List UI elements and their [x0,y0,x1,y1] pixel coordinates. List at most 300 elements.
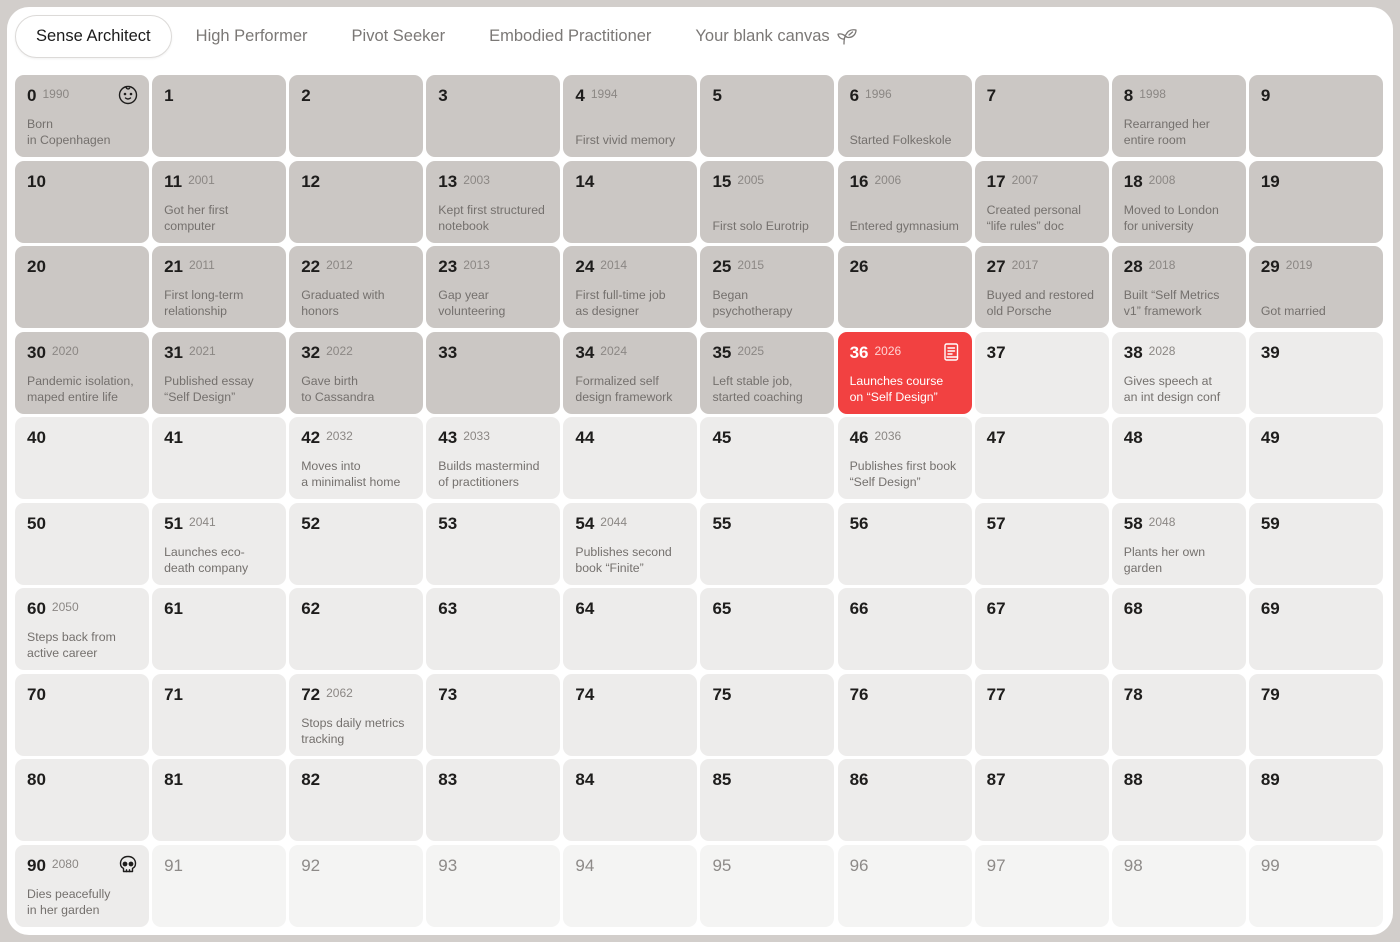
cell-header [712,428,822,448]
life-cell[interactable] [289,845,423,927]
age-number: 55 [712,513,732,533]
cell-header [27,428,137,448]
life-cell[interactable] [1112,161,1246,243]
age-number: 65 [712,599,732,618]
cell-header [301,343,411,363]
cell-header [438,257,548,277]
cell-header [987,514,1097,534]
age-number: 14 [575,171,595,191]
age-number: 24 [575,257,595,276]
event-text: Pandemic isolation, maped entire life [27,373,134,404]
life-cell[interactable] [289,75,423,157]
age-number: 9 [1260,86,1271,105]
year-label: 2020 [51,343,79,358]
event-text: Launches eco- death company [164,544,249,575]
life-cell[interactable] [15,759,149,841]
event-text: Rearranged her entire room [1123,117,1210,147]
year-label: 1994 [590,87,618,101]
year-label: 2015 [737,258,765,272]
cell-header [1261,172,1371,192]
age-number: 96 [849,855,869,875]
sprout-icon [836,28,858,46]
life-cell[interactable] [700,161,834,243]
cell-header [987,343,1097,363]
age-number: 64 [575,599,595,618]
life-cell[interactable] [15,75,149,157]
life-cell[interactable] [426,332,560,414]
year-label: 2033 [463,429,490,443]
cell-header [1124,172,1234,192]
baby-face-icon [117,84,139,106]
life-cell[interactable] [152,417,286,499]
cell-header [438,685,548,705]
life-cell[interactable] [289,503,423,585]
cell-header [27,343,137,363]
year-label: 2041 [189,514,216,529]
life-cell[interactable] [838,246,972,328]
event-text: Began psychotherapy [712,288,793,318]
cell-header [712,856,822,876]
age-number: 88 [1123,770,1143,789]
tab-embodied-practitioner[interactable] [469,15,671,58]
age-number: 67 [986,599,1006,618]
life-cell[interactable] [152,75,286,157]
cell-header [164,86,274,106]
cell-header [850,86,960,106]
life-cell[interactable] [426,674,560,756]
age-number: 13 [438,171,458,191]
life-cell[interactable] [426,161,560,243]
age-number: 58 [1123,513,1143,533]
age-number: 27 [986,257,1006,276]
life-cell[interactable] [838,674,972,756]
year-label: 2048 [1148,514,1176,529]
event-text: Publishes first book “Self Design” [849,459,957,489]
age-number: 74 [575,684,595,704]
life-cell[interactable] [975,332,1109,414]
event-text: Moved to London for university [1123,202,1219,233]
cell-header [575,514,685,534]
age-number: 26 [849,257,869,276]
event-text: Left stable job, started coaching [712,373,803,404]
life-cell[interactable] [426,588,560,670]
life-cell[interactable] [426,246,560,328]
cell-header [712,343,822,363]
life-cell[interactable] [838,161,972,243]
life-cell[interactable] [563,674,697,756]
life-cell[interactable] [838,503,972,585]
life-cell[interactable] [563,161,697,243]
age-number: 2 [301,86,311,105]
cell-header [1261,343,1371,363]
cell-header [987,770,1097,790]
cell-header [27,770,137,790]
tab-sense-architect[interactable] [15,15,172,58]
cell-header [301,86,411,106]
event-text: Graduated with honors [301,288,385,318]
age-number: 5 [712,86,722,105]
event-text: First full-time job as designer [575,288,666,318]
life-cell[interactable] [15,417,149,499]
life-cell[interactable] [1249,332,1383,414]
life-cell[interactable] [1249,246,1383,328]
age-number: 19 [1260,171,1280,191]
cell-header [850,172,960,192]
cell-header [301,514,411,534]
age-number: 70 [27,684,46,704]
cell-header [27,172,137,192]
year-label: 2050 [51,600,79,614]
age-number: 72 [301,684,321,704]
life-cell[interactable] [426,503,560,585]
cell-header [1124,343,1234,363]
age-number: 11 [164,171,183,191]
life-cell[interactable] [289,246,423,328]
year-label: 1996 [865,87,892,101]
age-number: 37 [986,342,1006,362]
cell-header [1124,856,1234,876]
age-number: 91 [164,855,184,875]
cell-header [712,257,822,277]
age-number: 66 [849,599,869,618]
life-cell[interactable] [152,845,286,927]
life-cell[interactable] [152,246,286,328]
cell-header [301,599,411,619]
event-text: Born in Copenhagen [27,117,111,147]
age-number: 87 [986,770,1006,789]
year-label: 2062 [326,685,353,700]
life-cell[interactable] [1249,417,1383,499]
persona-tabs [15,15,882,58]
age-number: 85 [712,770,732,789]
age-number: 86 [849,770,869,789]
cell-header [438,428,548,448]
life-cell[interactable] [289,161,423,243]
event-text: First vivid memory [575,133,676,147]
life-cell[interactable] [975,674,1109,756]
life-cell[interactable] [700,246,834,328]
age-number: 80 [27,770,46,789]
cell-header [987,86,1097,106]
life-cell[interactable] [15,674,149,756]
life-cell[interactable] [700,674,834,756]
age-number: 51 [164,513,184,533]
life-cell[interactable] [289,759,423,841]
age-number: 90 [27,855,46,875]
cell-header [1124,428,1234,448]
cell-header [850,257,960,277]
life-cell[interactable] [289,417,423,499]
life-cell[interactable] [563,417,697,499]
event-text: Gave birth to Cassandra [301,373,375,404]
life-cell[interactable] [1112,503,1246,585]
age-number: 60 [27,599,46,618]
life-cell[interactable] [426,417,560,499]
cell-header [575,343,685,363]
cell-header [850,428,960,448]
life-cell[interactable] [1249,75,1383,157]
life-cell[interactable] [1112,588,1246,670]
life-cell-current[interactable] [838,332,972,414]
year-label: 2036 [874,429,902,443]
life-cell[interactable] [563,503,697,585]
life-cell[interactable] [975,246,1109,328]
cell-header [164,599,274,619]
cell-header [987,172,1097,192]
age-number: 93 [438,855,458,875]
age-number: 99 [1260,855,1280,875]
event-text: Created personal “life rules” doc [986,202,1081,233]
life-cell[interactable] [563,845,697,927]
life-cell[interactable] [563,588,697,670]
life-cell[interactable] [15,503,149,585]
life-cell[interactable] [563,759,697,841]
tab-high-performer[interactable] [176,15,328,58]
life-cell[interactable] [700,759,834,841]
event-text: Builds mastermind of practitioners [438,459,540,489]
age-number: 34 [575,342,595,362]
cell-header [1124,257,1234,277]
year-label: 2028 [1148,343,1176,358]
life-cell[interactable] [1112,75,1246,157]
life-cell[interactable] [700,845,834,927]
year-label: 2006 [874,172,902,187]
life-cell[interactable] [975,161,1109,243]
age-number: 78 [1123,684,1143,704]
age-number: 75 [712,684,732,704]
age-number: 18 [1123,171,1143,191]
life-cell[interactable] [1249,845,1383,927]
event-text: First solo Eurotrip [712,218,809,233]
age-number: 62 [301,599,321,618]
life-cell[interactable] [1112,246,1246,328]
life-cell[interactable] [838,417,972,499]
age-number: 59 [1260,513,1280,533]
cell-header [301,856,411,876]
life-cell[interactable] [15,161,149,243]
age-number: 82 [301,770,321,789]
age-number: 23 [438,257,458,276]
life-cell[interactable] [152,503,286,585]
life-cell[interactable] [289,674,423,756]
life-cell[interactable] [700,332,834,414]
cell-header [850,514,960,534]
year-label: 1990 [42,87,70,101]
life-cell[interactable] [152,759,286,841]
cell-header [438,599,548,619]
year-label: 2013 [463,258,490,272]
life-cell[interactable] [975,759,1109,841]
life-cell[interactable] [1249,759,1383,841]
age-number: 50 [27,513,46,533]
life-cell[interactable] [1249,503,1383,585]
life-cell[interactable] [975,588,1109,670]
life-cell[interactable] [289,588,423,670]
skull-icon [117,854,139,876]
cell-header [438,514,548,534]
life-cell[interactable] [1112,759,1246,841]
age-number: 33 [438,342,458,362]
life-cell[interactable] [838,759,972,841]
age-number: 97 [986,855,1006,875]
life-cell[interactable] [152,332,286,414]
age-number: 53 [438,513,458,533]
cell-header [27,514,137,534]
event-text: Built “Self Metrics v1” framework [1123,288,1220,318]
age-number: 42 [301,428,321,447]
life-cell[interactable] [563,75,697,157]
life-cell[interactable] [975,417,1109,499]
life-cell[interactable] [975,503,1109,585]
cell-header [987,685,1097,705]
cell-header [438,343,548,363]
cell-header [575,770,685,790]
age-number: 8 [1123,86,1134,105]
cell-header [1261,428,1371,448]
life-cell[interactable] [838,75,972,157]
app-frame [7,7,1393,935]
cell-header [164,856,274,876]
cell-header [1124,599,1234,619]
year-label: 2044 [600,514,627,529]
life-cell[interactable] [563,246,697,328]
age-number: 35 [712,342,732,362]
cell-header [1124,685,1234,705]
life-cell[interactable] [1112,845,1246,927]
cell-header [1261,856,1371,876]
age-number: 63 [438,599,458,618]
life-cell[interactable] [700,75,834,157]
event-text: Moves into a minimalist home [301,459,401,489]
age-number: 30 [27,342,46,362]
life-cell[interactable] [700,588,834,670]
life-cell[interactable] [1112,332,1246,414]
cell-header [301,685,411,705]
life-cell[interactable] [1112,417,1246,499]
life-cell[interactable] [1249,674,1383,756]
year-label: 2014 [600,258,627,272]
life-cell[interactable] [152,588,286,670]
cell-header [987,856,1097,876]
tab-blank-canvas[interactable] [675,15,877,58]
year-label: 2012 [326,258,353,272]
life-cell[interactable] [838,845,972,927]
age-number: 71 [164,684,184,704]
age-number: 68 [1123,599,1143,618]
life-cell[interactable] [289,332,423,414]
life-cell[interactable] [1112,674,1246,756]
age-number: 46 [849,428,869,447]
age-number: 29 [1260,257,1280,276]
event-text: Launches course on “Self Design” [849,373,944,404]
life-cell[interactable] [426,845,560,927]
age-number: 3 [438,86,448,105]
cell-header [301,770,411,790]
year-label: 2032 [326,429,353,443]
life-cell[interactable] [975,845,1109,927]
age-number: 57 [986,513,1006,533]
event-text: Dies peacefully in her garden [27,886,111,917]
life-cell[interactable] [700,503,834,585]
age-number: 7 [986,86,997,105]
life-cell[interactable] [15,246,149,328]
age-number: 1 [164,86,174,105]
cell-header [164,685,274,705]
life-cell[interactable] [1249,161,1383,243]
event-text: Got married [1260,304,1326,318]
life-cell[interactable] [152,161,286,243]
year-label: 2008 [1148,172,1176,187]
event-text: Plants her own garden [1123,544,1206,575]
age-number: 15 [712,171,732,191]
age-number: 12 [301,171,321,191]
cell-header [1124,514,1234,534]
cell-header [438,86,548,106]
cell-header [1261,257,1371,277]
cell-header [575,428,685,448]
life-cell[interactable] [426,75,560,157]
life-cell[interactable] [700,417,834,499]
age-number: 95 [712,855,732,875]
age-number: 69 [1260,599,1280,618]
life-cell[interactable] [15,588,149,670]
age-number: 36 [849,342,869,362]
tab-pivot-seeker[interactable] [332,15,466,58]
life-cell[interactable] [152,674,286,756]
age-number: 76 [849,684,869,704]
year-label: 2003 [463,172,490,187]
age-number: 41 [164,428,184,447]
age-number: 92 [301,855,321,875]
age-number: 28 [1123,257,1143,276]
cell-header [850,599,960,619]
year-label: 2022 [326,343,353,358]
cell-header [575,172,685,192]
cell-header [575,257,685,277]
life-cell[interactable] [15,332,149,414]
cell-header [164,770,274,790]
age-number: 40 [27,428,46,447]
age-number: 10 [27,171,46,191]
age-number: 79 [1260,684,1280,704]
age-number: 44 [575,428,595,447]
life-cell[interactable] [1249,588,1383,670]
event-text: Formalized self design framework [575,373,673,404]
cell-header [164,257,274,277]
tab-label: Sense Architect [36,27,151,45]
age-number: 32 [301,342,321,362]
cell-header [301,257,411,277]
life-cell[interactable] [426,759,560,841]
event-text: Started Folkeskole [849,133,952,147]
age-number: 31 [164,342,184,362]
age-number: 20 [27,257,46,276]
event-text: Published essay “Self Design” [164,373,254,404]
life-cell[interactable] [15,845,149,927]
cell-header [575,685,685,705]
cell-header [850,685,960,705]
age-number: 89 [1260,770,1280,789]
life-cell[interactable] [563,332,697,414]
life-grid [15,75,1384,927]
age-number: 73 [438,684,458,704]
cell-header [712,172,822,192]
cell-header [27,685,137,705]
age-number: 17 [986,171,1006,191]
life-cell[interactable] [975,75,1109,157]
cell-header [164,172,274,192]
life-cell[interactable] [838,588,972,670]
